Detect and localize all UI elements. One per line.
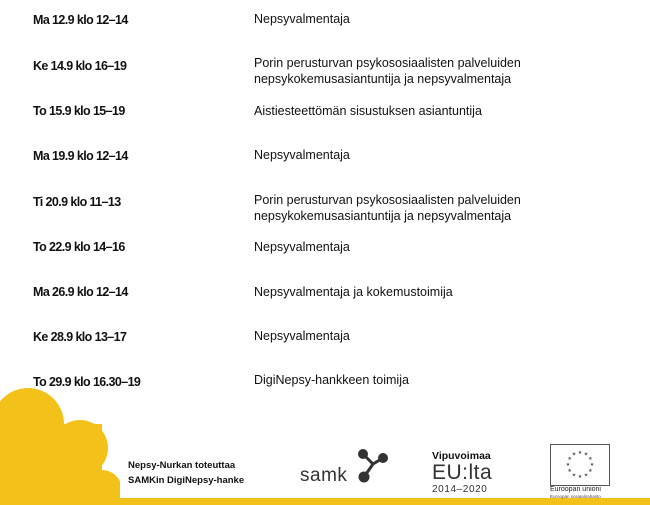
schedule-description bbox=[254, 103, 624, 119]
schedule-description bbox=[254, 147, 624, 163]
description-line: Nepsyvalmentaja ja kokemustoimija bbox=[254, 285, 453, 299]
schedule-date: Ti 20.9 klo 11–13 bbox=[33, 195, 121, 209]
svg-text:★: ★ bbox=[588, 456, 593, 462]
description-line: Nepsyvalmentaja bbox=[254, 329, 350, 343]
schedule-description bbox=[254, 11, 624, 27]
eu-subtitle: Euroopan sosiaalirahasto bbox=[550, 494, 601, 499]
schedule-description bbox=[254, 192, 624, 224]
svg-text:★: ★ bbox=[567, 468, 572, 474]
vipuvoimaa-logo bbox=[432, 450, 512, 496]
schedule-date: Ma 19.9 klo 12–14 bbox=[33, 149, 128, 163]
svg-text:★: ★ bbox=[565, 462, 571, 468]
description-line: nepsykokemusasiantuntija ja nepsyvalmentaja bbox=[254, 72, 512, 86]
schedule-date: To 29.9 klo 16.30–19 bbox=[33, 375, 141, 389]
schedule-date: Ke 28.9 klo 13–17 bbox=[33, 330, 127, 344]
eu-flag-icon bbox=[550, 444, 610, 486]
description-line: DigiNepsy-hankkeen toimija bbox=[254, 373, 409, 387]
svg-text:★: ★ bbox=[589, 462, 595, 468]
schedule-description bbox=[254, 55, 624, 87]
samk-dots-icon bbox=[355, 446, 389, 486]
vipuvoimaa-eu: EU:lta bbox=[432, 461, 493, 484]
schedule-description bbox=[254, 372, 624, 388]
schedule-description bbox=[254, 328, 624, 344]
description-line: Porin perusturvan psykososiaalisten palveluiden bbox=[254, 193, 521, 207]
schedule-date: To 15.9 klo 15–19 bbox=[33, 104, 125, 118]
schedule-date: Ke 14.9 klo 16–19 bbox=[33, 59, 127, 73]
description-line: Aistiesteettömän sisustuksen asiantuntija bbox=[254, 104, 482, 118]
credit-text bbox=[128, 458, 244, 488]
yellow-cloud-decoration bbox=[0, 380, 120, 505]
vipuvoimaa-title: Vipuvoimaa bbox=[432, 450, 491, 462]
schedule-description bbox=[254, 239, 624, 255]
schedule-date: Ma 26.9 klo 12–14 bbox=[33, 285, 128, 299]
credit-line: SAMKin DigiNepsy-hanke bbox=[128, 475, 245, 486]
description-line: Porin perusturvan psykososiaalisten palveluiden bbox=[254, 56, 521, 70]
schedule-description bbox=[254, 284, 624, 300]
credit-line: Nepsy-Nurkan toteuttaa bbox=[128, 460, 236, 471]
svg-text:★: ★ bbox=[567, 456, 572, 462]
description-line: Nepsyvalmentaja bbox=[254, 12, 350, 26]
eu-name: Euroopan unioni bbox=[550, 486, 601, 493]
vipuvoimaa-years: 2014–2020 bbox=[432, 484, 488, 495]
svg-text:★: ★ bbox=[583, 472, 589, 479]
svg-text:★: ★ bbox=[583, 451, 589, 458]
description-line: Nepsyvalmentaja bbox=[254, 148, 350, 162]
schedule-date: To 22.9 klo 14–16 bbox=[33, 240, 125, 254]
svg-text:★: ★ bbox=[571, 472, 577, 479]
schedule-date: Ma 12.9 klo 12–14 bbox=[33, 13, 128, 27]
eu-logo bbox=[548, 444, 612, 500]
svg-text:★: ★ bbox=[588, 468, 593, 474]
description-line: Nepsyvalmentaja bbox=[254, 240, 350, 254]
svg-text:★: ★ bbox=[571, 451, 577, 458]
description-line: nepsykokemusasiantuntija ja nepsyvalmentaja bbox=[254, 209, 512, 223]
samk-wordmark: samk bbox=[300, 465, 348, 486]
eu-stars-icon bbox=[551, 445, 609, 485]
svg-text:★: ★ bbox=[577, 450, 583, 456]
samk-logo bbox=[300, 446, 390, 488]
svg-text:★: ★ bbox=[577, 474, 583, 480]
